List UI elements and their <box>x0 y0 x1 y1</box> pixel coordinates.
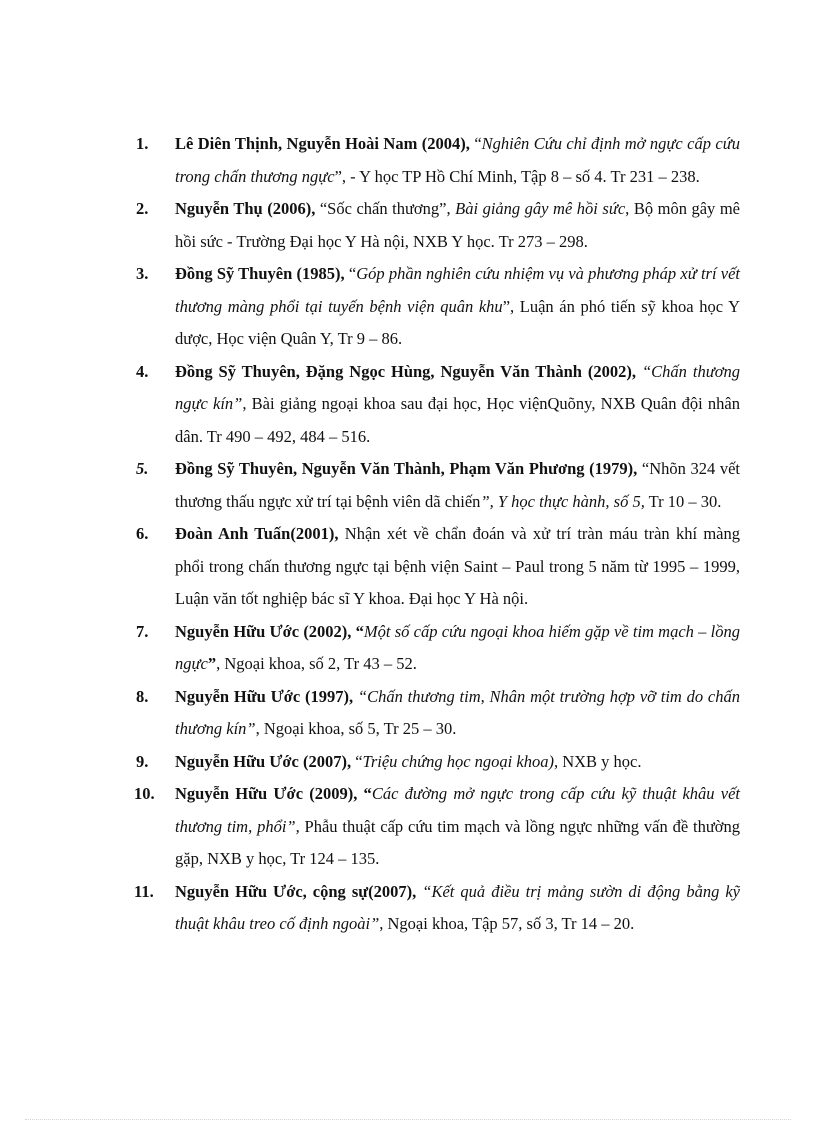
reference-title: “Kết quả điều trị mảng sườn di động bằng kỹ thuật khâu treo cố định ngoài” <box>175 881 740 933</box>
quote-open: “ <box>355 751 363 771</box>
reference-item-2 <box>120 193 740 258</box>
reference-source: , Ngoại khoa, Tập 57, số 3, Tr 14 – 20. <box>379 914 635 933</box>
reference-title: Bài giảng gây mê hồi sức <box>455 199 626 218</box>
reference-authors: Nguyễn Hữu Ước (2009), “ <box>175 784 372 803</box>
reference-item-3 <box>120 258 740 356</box>
reference-authors: Đồng Sỹ Thuyên (1985), <box>175 264 349 283</box>
reference-authors: Nguyễn Hữu Ước, cộng sự(2007), <box>175 881 423 901</box>
reference-number: 4. <box>136 361 149 381</box>
quote-open: “ <box>348 264 357 283</box>
reference-authors: Nguyễn Hữu Ước (2002), “ <box>175 621 364 641</box>
reference-authors: Nguyễn Hữu Ước (1997), <box>175 686 358 706</box>
reference-title: Góp phần nghiên cứu nhiệm vụ và phương pháp xử trí vết thương màng phổi tại tuyến bệnh viện quân khu <box>175 264 740 316</box>
reference-title: Nghiên Cứu chỉ định mở ngực cấp cứu trong chấn thương ngực <box>175 134 740 186</box>
reference-item-7 <box>120 616 740 681</box>
reference-title: Một số cấp cứu ngoại khoa hiếm gặp về tim mạch – lồng ngực <box>175 621 740 673</box>
reference-source: ”, Luận án phó tiến sỹ khoa học Y dược, Học viện Quân Y, Tr 9 – 86. <box>175 296 740 348</box>
reference-number: 10. <box>134 784 155 803</box>
reference-article: “Sốc chấn thương”, <box>319 199 456 218</box>
reference-number: 6. <box>136 524 149 543</box>
reference-number: 11. <box>134 881 154 901</box>
reference-source: - Y học TP Hồ Chí Minh, Tập 8 – số 4. Tr 231 – 238. <box>350 166 700 186</box>
reference-list <box>120 128 740 941</box>
reference-number: 8. <box>136 686 149 706</box>
reference-authors: Đoàn Anh Tuấn(2001), <box>175 524 345 543</box>
reference-number: 1. <box>136 134 149 153</box>
reference-number: 3. <box>136 264 149 283</box>
reference-source: , Ngoại khoa, số 5, Tr 25 – 30. <box>255 719 457 738</box>
reference-item-10 <box>120 778 740 876</box>
quote-close: ”, <box>334 166 351 186</box>
reference-number: 5. <box>136 459 149 478</box>
reference-title: ”, Y học thực hành, số 5, <box>480 491 645 511</box>
reference-title: Các đường mở ngực trong cấp cứu kỹ thuật khâu vết thương tim, phổi”, <box>175 784 740 836</box>
reference-item-1 <box>120 128 740 193</box>
reference-item-5 <box>120 453 740 518</box>
reference-item-6 <box>120 518 740 616</box>
reference-authors: Nguyễn Hữu Ước (2007), <box>175 751 356 771</box>
reference-source: , Ngoại khoa, số 2, Tr 43 – 52. <box>216 654 417 673</box>
page-bottom-divider <box>25 1119 791 1120</box>
quote-close: ” <box>207 654 217 673</box>
reference-source: Nhận xét về chẩn đoán và xử trí tràn máu tràn khí màng phổi trong chấn thương ngực tại bệnh viện Saint – Paul trong 5 năm từ 1995 – 1999, Luận văn tốt nghiệp bác sĩ Y khoa. Đại học Y Hà nội. <box>175 524 740 608</box>
reference-source: , Bộ môn gây mê hồi sức - Trường Đại học Y Hà nội, NXB Y học. Tr 273 – 298. <box>175 199 740 251</box>
reference-number: 9. <box>136 751 149 771</box>
reference-article: “Nhõn 324 vết thương thấu ngực xử trí tại bệnh viên dã chiến <box>175 459 740 511</box>
reference-number: 7. <box>136 621 149 641</box>
quote-open: “ <box>474 134 482 153</box>
reference-title: Triệu chứng học ngoại khoa) <box>362 751 554 771</box>
reference-item-8 <box>120 681 740 746</box>
reference-authors: Lê Diên Thịnh, Nguyễn Hoài Nam (2004), <box>175 134 475 153</box>
reference-authors: Nguyễn Thụ (2006), <box>175 199 320 218</box>
reference-source: Phẫu thuật cấp cứu tim mạch và lồng ngực những vấn đề thường gặp, NXB y học, Tr 124 – 135. <box>175 816 741 868</box>
reference-number: 2. <box>136 199 149 218</box>
reference-title: “Chấn thương tim, Nhân một trường hợp vỡ tim do chấn thương kín” <box>175 686 740 738</box>
reference-source: Tr 10 – 30. <box>644 491 722 511</box>
reference-item-4 <box>120 356 740 454</box>
reference-source: , Bài giảng ngoại khoa sau đại học, Học việnQuõny, NXB Quân đội nhân dân. Tr 490 – 492, 484 – 516. <box>175 394 740 446</box>
reference-authors: Đồng Sỹ Thuyên, Đặng Ngọc Hùng, Nguyễn Văn Thành (2002), <box>175 361 642 381</box>
reference-item-11 <box>120 876 740 941</box>
reference-item-9 <box>120 746 740 779</box>
reference-source: , NXB y học. <box>553 751 642 771</box>
reference-authors: Đồng Sỹ Thuyên, Nguyễn Văn Thành, Phạm Văn Phương (1979), <box>175 459 642 478</box>
reference-title: “Chấn thương ngực kín” <box>175 361 740 413</box>
